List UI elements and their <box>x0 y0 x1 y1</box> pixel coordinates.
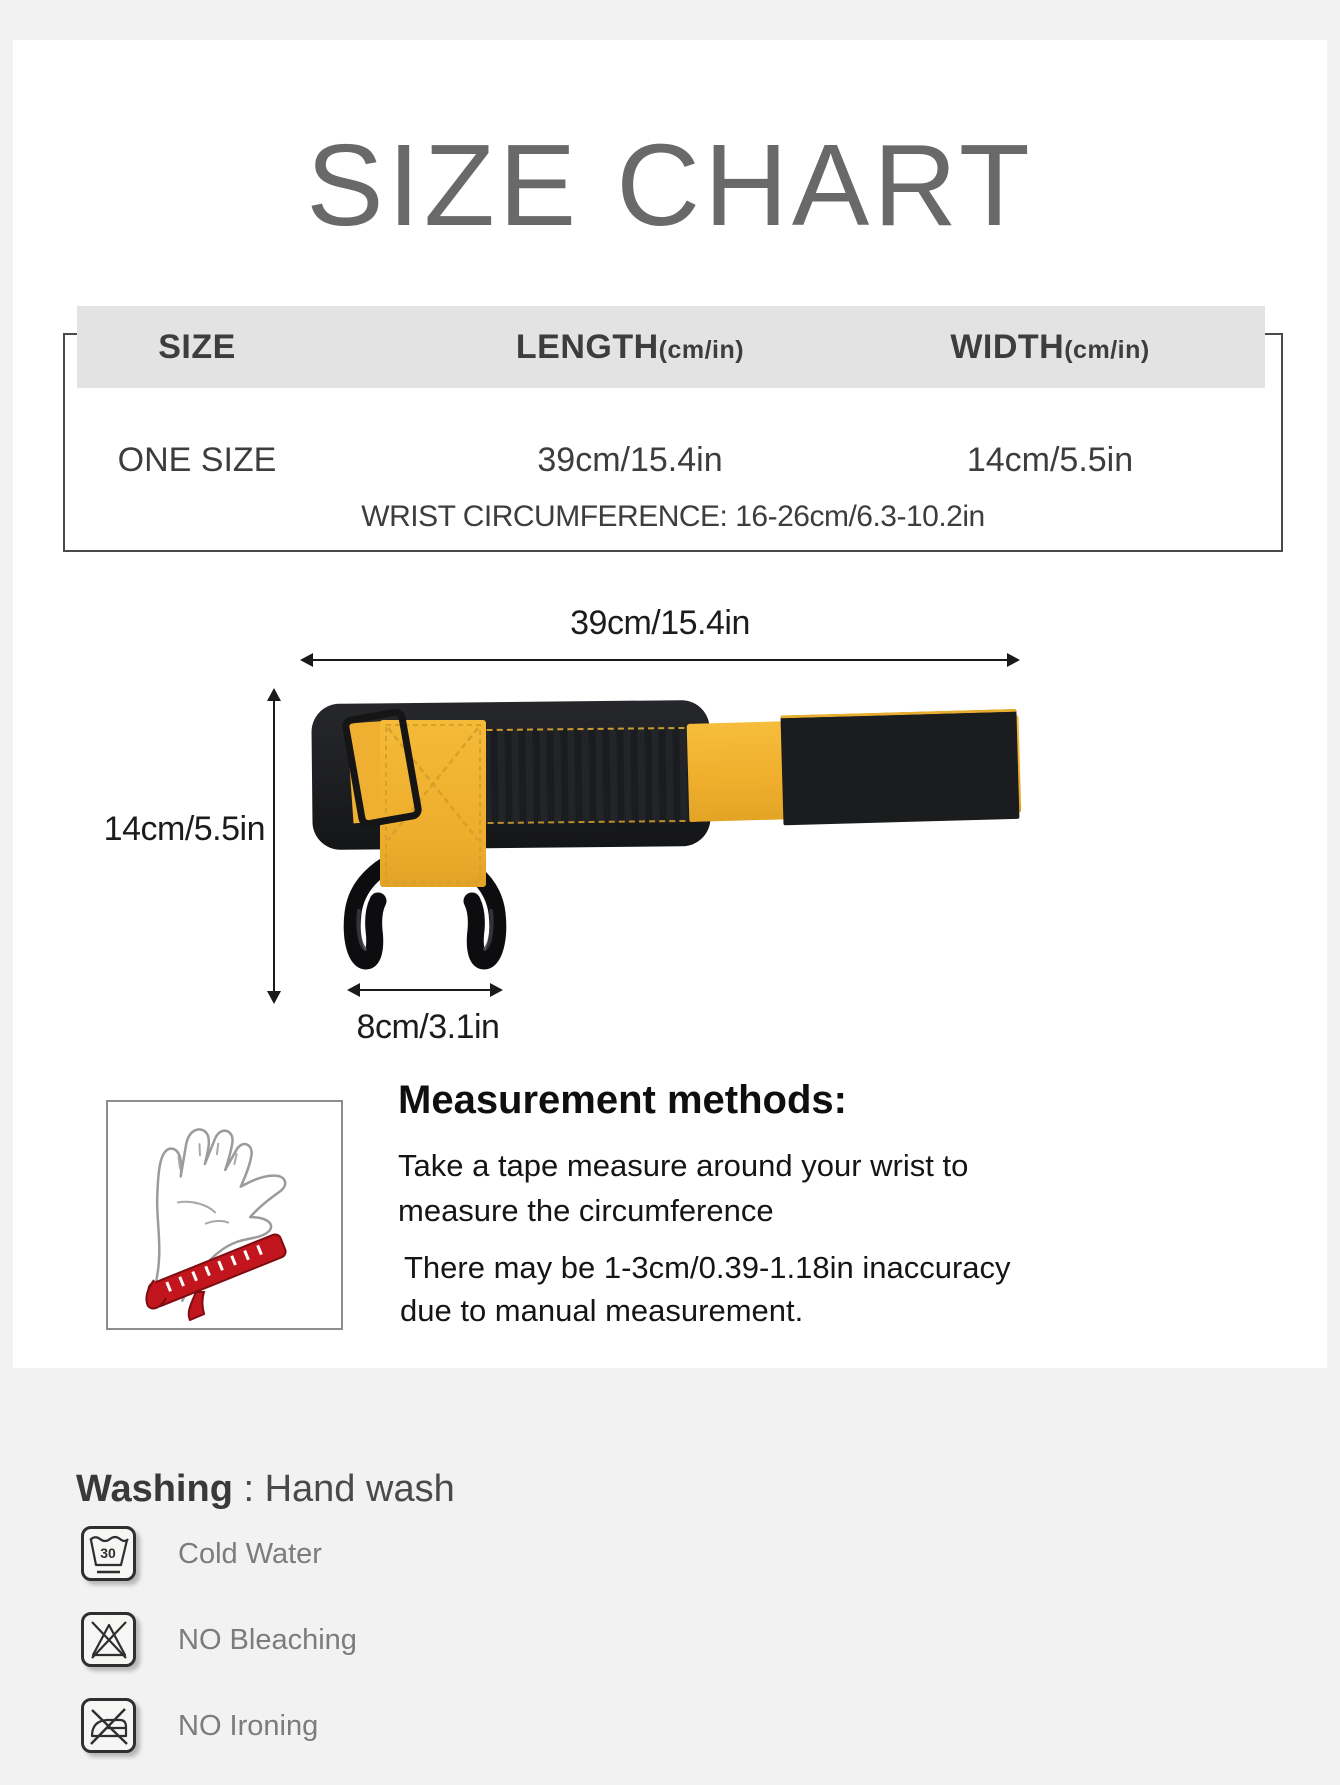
page-title: SIZE CHART <box>306 120 1034 250</box>
measurement-methods-heading: Measurement methods: <box>398 1078 847 1122</box>
right-strap-group <box>686 703 1025 832</box>
wrist-measure-figure <box>106 1100 343 1330</box>
table-cell-length: 39cm/15.4in <box>537 440 723 479</box>
column-header-width-unit: (cm/in) <box>1064 335 1150 364</box>
hand-with-tape-icon <box>108 1102 341 1328</box>
care-label-no-bleaching: NO Bleaching <box>178 1624 357 1656</box>
no-bleach-icon <box>81 1612 136 1667</box>
center-velcro-panel <box>477 727 696 824</box>
diagram-length-label: 39cm/15.4in <box>570 604 750 642</box>
measurement-body-line1: Take a tape measure around your wrist to <box>398 1148 969 1183</box>
right-strap-velcro <box>780 709 1019 826</box>
care-label-cold-water: Cold Water <box>178 1538 322 1570</box>
height-dimension-arrow <box>273 690 275 1002</box>
table-cell-width: 14cm/5.5in <box>966 440 1134 479</box>
column-header-length <box>420 306 840 388</box>
diagram-height-label: 14cm/5.5in <box>103 810 265 848</box>
column-header-width-label: WIDTH <box>950 327 1065 366</box>
svg-text:30: 30 <box>99 1544 116 1561</box>
column-header-width <box>850 306 1250 388</box>
column-header-size-label: SIZE <box>158 327 236 366</box>
measurement-note-line1: There may be 1-3cm/0.39-1.18in inaccuracy <box>404 1250 1011 1285</box>
column-header-length-label: LENGTH <box>515 327 659 366</box>
washing-heading-bold: Washing <box>76 1468 233 1510</box>
diagram-hook-width-label: 8cm/3.1in <box>356 1008 500 1046</box>
measurement-body-line2: measure the circumference <box>398 1193 774 1228</box>
washing-heading <box>76 1468 455 1511</box>
no-iron-icon <box>81 1698 136 1753</box>
table-cell-size: ONE SIZE <box>117 440 277 479</box>
measurement-note-line2: due to manual measurement. <box>400 1293 804 1328</box>
washing-heading-rest: : Hand wash <box>232 1468 455 1510</box>
length-dimension-arrow <box>302 659 1018 661</box>
wash-30-icon <box>81 1526 136 1581</box>
care-label-no-ironing: NO Ironing <box>178 1710 319 1742</box>
column-header-length-unit: (cm/in) <box>658 335 745 364</box>
column-header-size <box>77 306 317 388</box>
wrist-circumference-note: WRIST CIRCUMFERENCE: 16-26cm/6.3-10.2in <box>361 500 985 533</box>
hook-width-dimension-arrow <box>349 989 501 991</box>
